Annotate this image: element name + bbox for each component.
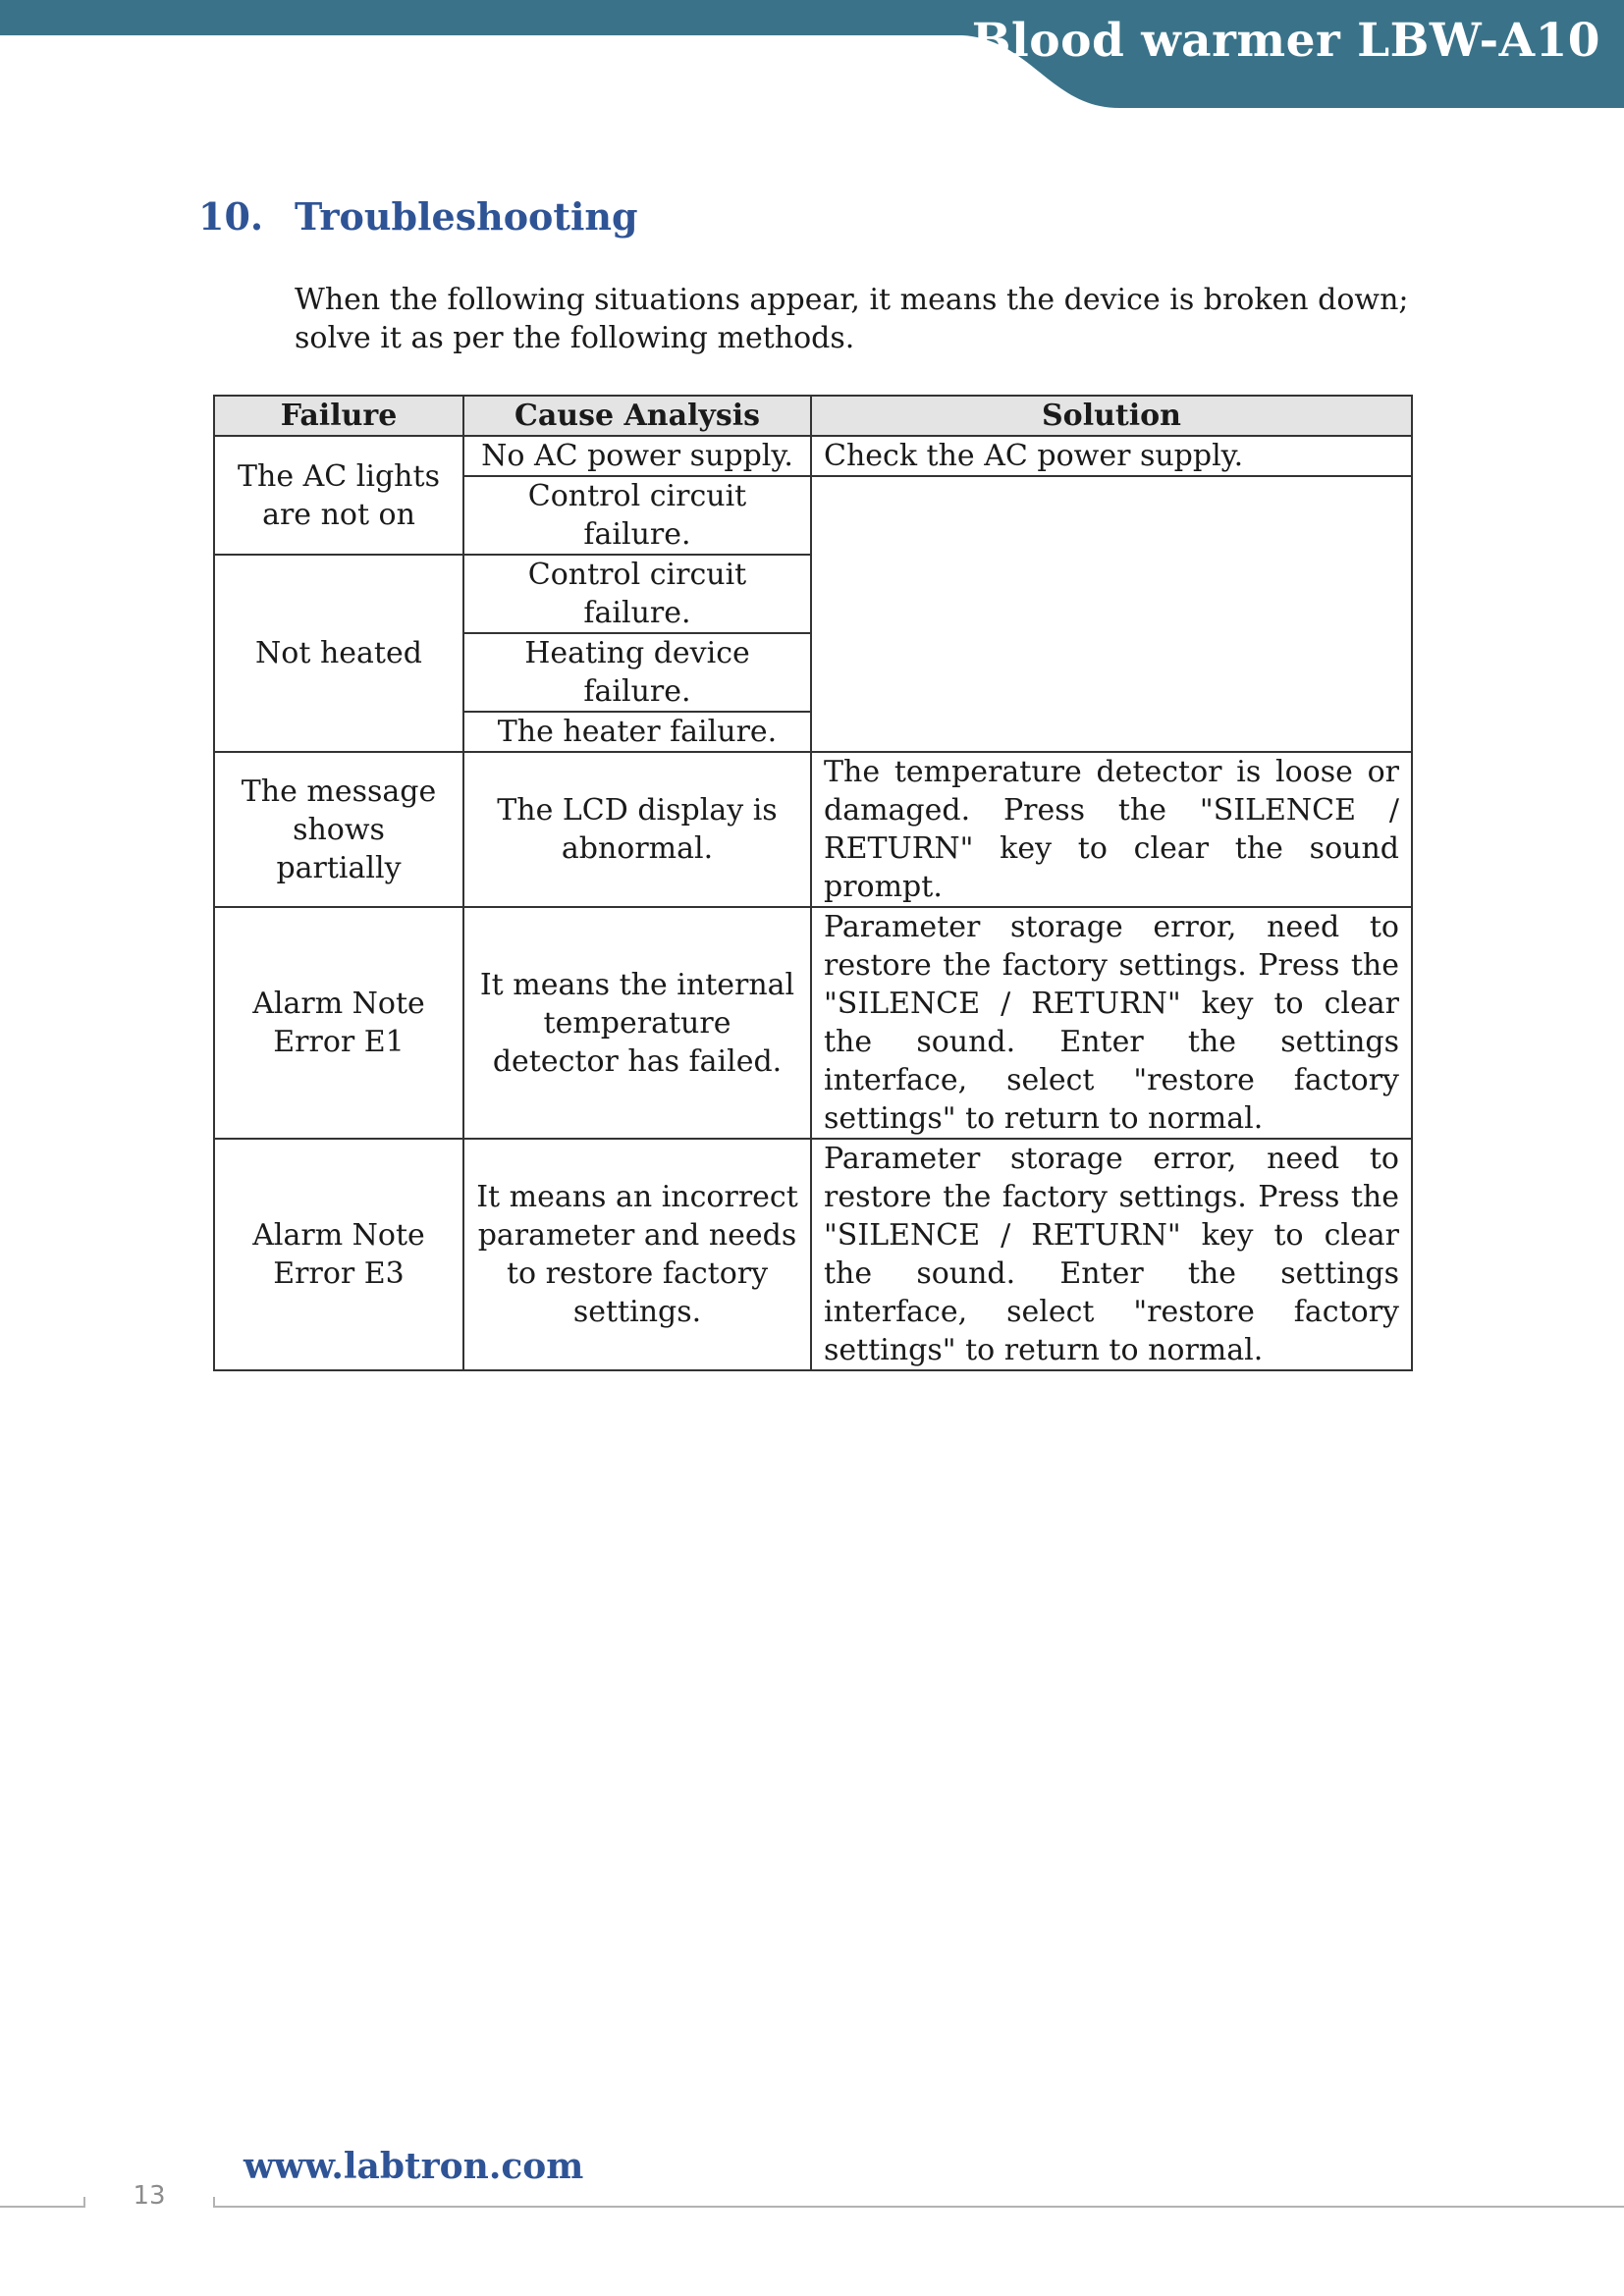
section-number: 10.: [198, 194, 264, 239]
failure-cell: The message shows partially: [214, 752, 463, 907]
header-failure: Failure: [214, 396, 463, 436]
header-cause-analysis: Cause Analysis: [463, 396, 811, 436]
cause-cell: No AC power supply.: [463, 436, 811, 476]
solution-cell: The temperature detector is loose or damaged. Press the "SILENCE / RETURN" key to clear the sound prompt.: [811, 752, 1412, 907]
footer-url[interactable]: www.labtron.com: [244, 2146, 584, 2187]
solution-cell: Check the AC power supply.: [811, 436, 1412, 476]
cause-cell: Control circuit failure.: [463, 476, 811, 555]
failure-cell: Alarm Note Error E3: [214, 1139, 463, 1370]
table-row: [214, 907, 1412, 1139]
table-header-row: [214, 396, 1412, 436]
failure-cell: Alarm Note Error E1: [214, 907, 463, 1139]
cause-cell: The LCD display is abnormal.: [463, 752, 811, 907]
page-number: 13: [133, 2181, 166, 2211]
footer-rule-path: [0, 2197, 1624, 2207]
solution-cell: Parameter storage error, need to restore the factory settings. Press the "SILENCE / RETURN" key to clear the sound. Enter the settings interface, select "restore factory settings" to return to normal.: [811, 907, 1412, 1139]
footer-rule: [0, 2197, 1624, 2236]
cause-cell: It means an incorrect parameter and needs to restore factory settings.: [463, 1139, 811, 1370]
solution-cell: [811, 476, 1412, 752]
cause-cell: It means the internal temperature detector has failed.: [463, 907, 811, 1139]
table-row: [214, 1139, 1412, 1370]
failure-cell: Not heated: [214, 555, 463, 752]
cause-cell: The heater failure.: [463, 712, 811, 752]
intro-paragraph: When the following situations appear, it means the device is broken down; solve it as per the following methods.: [295, 283, 1409, 355]
header-solution: Solution: [811, 396, 1412, 436]
table-row: [214, 752, 1412, 907]
table-row: [214, 436, 1412, 476]
cause-cell: Heating device failure.: [463, 633, 811, 712]
failure-cell: The AC lights are not on: [214, 436, 463, 555]
solution-cell: Parameter storage error, need to restore the factory settings. Press the "SILENCE / RETURN" key to clear the sound. Enter the settings interface, select "restore factory settings" to return to normal.: [811, 1139, 1412, 1370]
troubleshooting-table: [213, 395, 1413, 1371]
header-title: Blood warmer LBW-A10: [971, 14, 1600, 68]
section-heading: [198, 194, 638, 239]
section-title: Troubleshooting: [295, 194, 638, 239]
cause-cell: Control circuit failure.: [463, 555, 811, 633]
